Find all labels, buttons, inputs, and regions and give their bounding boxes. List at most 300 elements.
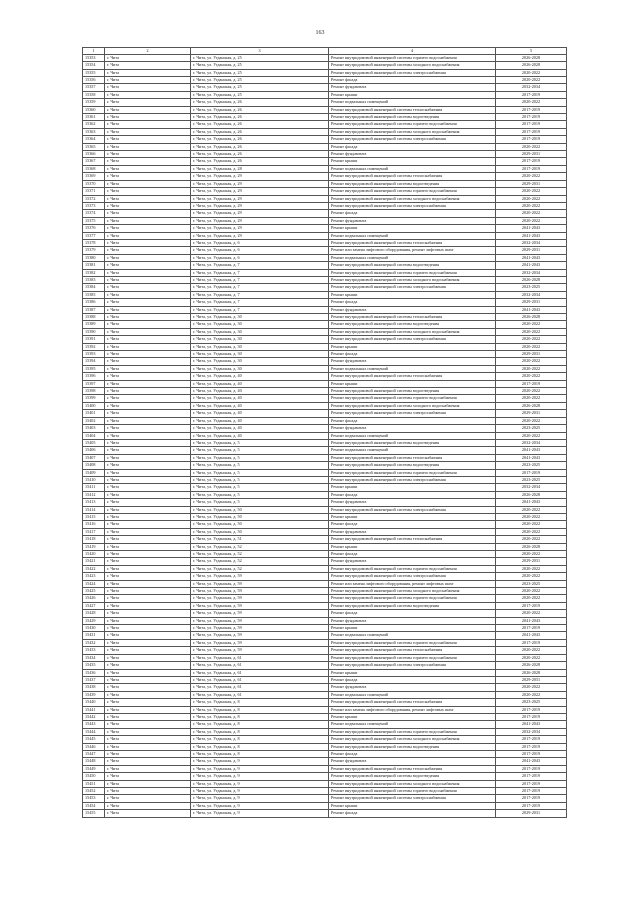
work-type-cell: Ремонт внутридомовой инженерной системы горячего водоснабжения: [329, 269, 496, 276]
period-cell: 2020-2022: [496, 565, 567, 572]
work-type-cell: Ремонт внутридомовой инженерной системы горячего водоснабжения: [329, 54, 496, 61]
address-cell: г. Чита, ул. Угданская, д. 59: [191, 588, 329, 595]
table-row: [83, 232, 567, 239]
row-number-cell: 15379: [83, 247, 105, 254]
row-number-cell: 15448: [83, 758, 105, 765]
work-type-cell: Ремонт внутридомовой инженерной системы электроснабжения: [329, 69, 496, 76]
municipality-cell: г. Чита: [105, 802, 191, 809]
municipality-cell: г. Чита: [105, 336, 191, 343]
header-cell: 4: [329, 48, 496, 55]
work-type-cell: Ремонт внутридомовой инженерной системы холодного водоснабжения: [329, 402, 496, 409]
address-cell: г. Чита, ул. Угданская, д. 25: [191, 84, 329, 91]
row-number-cell: 15378: [83, 239, 105, 246]
municipality-cell: г. Чита: [105, 314, 191, 321]
table-row: [83, 462, 567, 469]
period-cell: 2032-2034: [496, 439, 567, 446]
table-row: [83, 617, 567, 624]
address-cell: г. Чита, ул. Угданская, д. 7: [191, 276, 329, 283]
row-number-cell: 15401: [83, 410, 105, 417]
period-cell: 2020-2022: [496, 217, 567, 224]
period-cell: 2023-2025: [496, 699, 567, 706]
work-type-cell: Ремонт внутридомовой инженерной системы электроснабжения: [329, 476, 496, 483]
address-cell: г. Чита, ул. Угданская, д. 8: [191, 713, 329, 720]
row-number-cell: 15381: [83, 262, 105, 269]
table-row: [83, 765, 567, 772]
work-type-cell: Ремонт крыши: [329, 543, 496, 550]
work-type-cell: Ремонт фасада: [329, 521, 496, 528]
period-cell: 2029-2031: [496, 247, 567, 254]
work-type-cell: Ремонт внутридомовой инженерной системы холодного водоснабжения: [329, 276, 496, 283]
table-row: [83, 558, 567, 565]
work-type-cell: Ремонт внутридомовой инженерной системы холодного водоснабжения: [329, 736, 496, 743]
row-number-cell: 15455: [83, 810, 105, 817]
address-cell: г. Чита, ул. Угданская, д. 40: [191, 425, 329, 432]
table-row: [83, 432, 567, 439]
municipality-cell: г. Чита: [105, 321, 191, 328]
table-row: [83, 358, 567, 365]
row-number-cell: 15391: [83, 336, 105, 343]
period-cell: 2017-2019: [496, 736, 567, 743]
address-cell: г. Чита, ул. Угданская, д. 5: [191, 484, 329, 491]
address-cell: г. Чита, ул. Угданская, д. 61: [191, 654, 329, 661]
municipality-cell: г. Чита: [105, 728, 191, 735]
row-number-cell: 15355: [83, 69, 105, 76]
row-number-cell: 15403: [83, 425, 105, 432]
period-cell: 2026-2028: [496, 662, 567, 669]
period-cell: 2029-2031: [496, 351, 567, 358]
table-row: [83, 588, 567, 595]
table-row: [83, 173, 567, 180]
municipality-cell: г. Чита: [105, 173, 191, 180]
table-row: [83, 469, 567, 476]
period-cell: 2041-2043: [496, 225, 567, 232]
municipality-cell: г. Чита: [105, 188, 191, 195]
row-number-cell: 15357: [83, 84, 105, 91]
municipality-cell: г. Чита: [105, 62, 191, 69]
period-cell: 2020-2022: [496, 432, 567, 439]
address-cell: г. Чита, ул. Угданская, д. 9: [191, 758, 329, 765]
table-row: [83, 573, 567, 580]
table-row: [83, 380, 567, 387]
table-row: [83, 639, 567, 646]
municipality-cell: г. Чита: [105, 758, 191, 765]
work-type-cell: Ремонт фасада: [329, 417, 496, 424]
work-type-cell: Ремонт подвальных помещений: [329, 632, 496, 639]
row-number-cell: 15453: [83, 795, 105, 802]
work-type-cell: Ремонт фундамента: [329, 84, 496, 91]
period-cell: 2029-2031: [496, 180, 567, 187]
table-row: [83, 151, 567, 158]
work-type-cell: Ремонт подвальных помещений: [329, 99, 496, 106]
row-number-cell: 15421: [83, 558, 105, 565]
row-number-cell: 15397: [83, 380, 105, 387]
address-cell: г. Чита, ул. Угданская, д. 52: [191, 565, 329, 572]
row-number-cell: 15432: [83, 639, 105, 646]
work-type-cell: Ремонт фундамента: [329, 558, 496, 565]
municipality-cell: г. Чита: [105, 136, 191, 143]
address-cell: г. Чита, ул. Угданская, д. 26: [191, 151, 329, 158]
row-number-cell: 15402: [83, 417, 105, 424]
address-cell: г. Чита, ул. Угданская, д. 40: [191, 395, 329, 402]
row-number-cell: 15406: [83, 447, 105, 454]
row-number-cell: 15423: [83, 573, 105, 580]
work-type-cell: Ремонт внутридомовой инженерной системы водоотведения: [329, 602, 496, 609]
municipality-cell: г. Чита: [105, 462, 191, 469]
table-row: [83, 669, 567, 676]
table-row: [83, 654, 567, 661]
period-cell: 2020-2022: [496, 521, 567, 528]
work-type-cell: Ремонт фундамента: [329, 151, 496, 158]
period-cell: 2041-2043: [496, 617, 567, 624]
period-cell: 2017-2019: [496, 165, 567, 172]
period-cell: 2020-2022: [496, 69, 567, 76]
work-type-cell: Ремонт фундамента: [329, 528, 496, 535]
period-cell: 2017-2019: [496, 121, 567, 128]
address-cell: г. Чита, ул. Угданская, д. 8: [191, 728, 329, 735]
municipality-cell: г. Чита: [105, 684, 191, 691]
table-row: [83, 269, 567, 276]
period-cell: 2032-2034: [496, 239, 567, 246]
row-number-cell: 15356: [83, 77, 105, 84]
row-number-cell: 15394: [83, 358, 105, 365]
row-number-cell: 15388: [83, 314, 105, 321]
table-row: [83, 528, 567, 535]
table-row: [83, 780, 567, 787]
municipality-cell: г. Чита: [105, 491, 191, 498]
row-number-cell: 15368: [83, 165, 105, 172]
period-cell: 2020-2022: [496, 365, 567, 372]
table-row: [83, 99, 567, 106]
period-cell: 2041-2043: [496, 632, 567, 639]
municipality-cell: г. Чита: [105, 114, 191, 121]
address-cell: г. Чита, ул. Угданская, д. 9: [191, 802, 329, 809]
work-type-cell: Ремонт крыши: [329, 291, 496, 298]
municipality-cell: г. Чита: [105, 262, 191, 269]
address-cell: г. Чита, ул. Угданская, д. 59: [191, 639, 329, 646]
municipality-cell: г. Чита: [105, 151, 191, 158]
municipality-cell: г. Чита: [105, 328, 191, 335]
work-type-cell: Ремонт фасада: [329, 676, 496, 683]
address-cell: г. Чита, ул. Угданская, д. 5: [191, 499, 329, 506]
header-cell: 5: [496, 48, 567, 55]
row-number-cell: 15399: [83, 395, 105, 402]
row-number-cell: 15433: [83, 647, 105, 654]
work-type-cell: Ремонт внутридомовой инженерной системы электроснабжения: [329, 284, 496, 291]
table-row: [83, 499, 567, 506]
address-cell: г. Чита, ул. Угданская, д. 9: [191, 788, 329, 795]
municipality-cell: г. Чита: [105, 639, 191, 646]
row-number-cell: 15400: [83, 402, 105, 409]
address-cell: г. Чита, ул. Угданская, д. 7: [191, 262, 329, 269]
row-number-cell: 15429: [83, 617, 105, 624]
row-number-cell: 15416: [83, 521, 105, 528]
address-cell: г. Чита, ул. Угданская, д. 40: [191, 402, 329, 409]
period-cell: 2023-2025: [496, 425, 567, 432]
row-number-cell: 15422: [83, 565, 105, 572]
municipality-cell: г. Чита: [105, 210, 191, 217]
period-cell: 2020-2022: [496, 417, 567, 424]
address-cell: г. Чита, ул. Угданская, д. 25: [191, 62, 329, 69]
period-cell: 2026-2028: [496, 491, 567, 498]
row-number-cell: 15398: [83, 388, 105, 395]
period-cell: 2020-2022: [496, 195, 567, 202]
period-cell: 2020-2022: [496, 143, 567, 150]
table-row: [83, 247, 567, 254]
municipality-cell: г. Чита: [105, 158, 191, 165]
table-row: [83, 736, 567, 743]
address-cell: г. Чита, ул. Угданская, д. 9: [191, 780, 329, 787]
table-row: [83, 750, 567, 757]
address-cell: г. Чита, ул. Угданская, д. 29: [191, 188, 329, 195]
row-number-cell: 15441: [83, 706, 105, 713]
address-cell: г. Чита, ул. Угданская, д. 59: [191, 602, 329, 609]
table-row: [83, 728, 567, 735]
row-number-cell: 15415: [83, 513, 105, 520]
period-cell: 2020-2022: [496, 654, 567, 661]
work-type-cell: Ремонт внутридомовой инженерной системы теплоснабжения: [329, 699, 496, 706]
municipality-cell: г. Чита: [105, 402, 191, 409]
address-cell: г. Чита, ул. Угданская, д. 40: [191, 380, 329, 387]
municipality-cell: г. Чита: [105, 128, 191, 135]
address-cell: г. Чита, ул. Угданская, д. 8: [191, 750, 329, 757]
municipality-cell: г. Чита: [105, 395, 191, 402]
address-cell: г. Чита, ул. Угданская, д. 26: [191, 128, 329, 135]
row-number-cell: 15431: [83, 632, 105, 639]
municipality-cell: г. Чита: [105, 291, 191, 298]
address-cell: г. Чита, ул. Угданская, д. 52: [191, 543, 329, 550]
table-row: [83, 447, 567, 454]
address-cell: г. Чита, ул. Угданская, д. 40: [191, 388, 329, 395]
row-number-cell: 15449: [83, 765, 105, 772]
table-row: [83, 202, 567, 209]
work-type-cell: Ремонт внутридомовой инженерной системы электроснабжения: [329, 410, 496, 417]
period-cell: 2017-2019: [496, 158, 567, 165]
work-type-cell: Ремонт внутридомовой инженерной системы теплоснабжения: [329, 454, 496, 461]
row-number-cell: 15435: [83, 662, 105, 669]
row-number-cell: 15420: [83, 551, 105, 558]
table-row: [83, 691, 567, 698]
municipality-cell: г. Чита: [105, 543, 191, 550]
table-row: [83, 402, 567, 409]
period-cell: 2020-2022: [496, 388, 567, 395]
municipality-cell: г. Чита: [105, 595, 191, 602]
work-type-cell: Ремонт фасада: [329, 610, 496, 617]
table-row: [83, 351, 567, 358]
row-number-cell: 15426: [83, 595, 105, 602]
address-cell: г. Чита, ул. Угданская, д. 25: [191, 91, 329, 98]
table-row: [83, 284, 567, 291]
period-cell: 2041-2043: [496, 447, 567, 454]
address-cell: г. Чита, ул. Угданская, д. 29: [191, 173, 329, 180]
row-number-cell: 15428: [83, 610, 105, 617]
period-cell: 2041-2043: [496, 232, 567, 239]
address-cell: г. Чита, ул. Угданская, д. 9: [191, 795, 329, 802]
table-row: [83, 551, 567, 558]
table-row: [83, 306, 567, 313]
table-row: [83, 217, 567, 224]
address-cell: г. Чита, ул. Угданская, д. 59: [191, 610, 329, 617]
period-cell: 2023-2025: [496, 476, 567, 483]
work-type-cell: Ремонт внутридомовой инженерной системы электроснабжения: [329, 506, 496, 513]
table-row: [83, 536, 567, 543]
work-type-cell: Ремонт фасада: [329, 351, 496, 358]
row-number-cell: 15369: [83, 173, 105, 180]
row-number-cell: 15395: [83, 365, 105, 372]
period-cell: 2020-2022: [496, 595, 567, 602]
row-number-cell: 15392: [83, 343, 105, 350]
table-row: [83, 484, 567, 491]
table-row: [83, 565, 567, 572]
period-cell: 2017-2019: [496, 639, 567, 646]
work-type-cell: Ремонт подвальных помещений: [329, 365, 496, 372]
table-row: [83, 180, 567, 187]
address-cell: г. Чита, ул. Угданская, д. 5: [191, 491, 329, 498]
address-cell: г. Чита, ул. Угданская, д. 50: [191, 521, 329, 528]
work-type-cell: Ремонт подвальных помещений: [329, 447, 496, 454]
period-cell: 2017-2019: [496, 743, 567, 750]
work-type-cell: Ремонт внутридомовой инженерной системы водоотведения: [329, 114, 496, 121]
municipality-cell: г. Чита: [105, 432, 191, 439]
municipality-cell: г. Чита: [105, 454, 191, 461]
address-cell: г. Чита, ул. Угданская, д. 59: [191, 595, 329, 602]
table-row: [83, 195, 567, 202]
municipality-cell: г. Чита: [105, 788, 191, 795]
row-number-cell: 15382: [83, 269, 105, 276]
municipality-cell: г. Чита: [105, 743, 191, 750]
table-row: [83, 521, 567, 528]
address-cell: г. Чита, ул. Угданская, д. 59: [191, 617, 329, 624]
period-cell: 2023-2025: [496, 580, 567, 587]
period-cell: 2032-2034: [496, 484, 567, 491]
work-type-cell: Ремонт внутридомовой инженерной системы теплоснабжения: [329, 106, 496, 113]
municipality-cell: г. Чита: [105, 506, 191, 513]
table-row: [83, 647, 567, 654]
table-row: [83, 84, 567, 91]
address-cell: г. Чита, ул. Угданская, д. 59: [191, 632, 329, 639]
table-row: [83, 299, 567, 306]
address-cell: г. Чита, ул. Угданская, д. 26: [191, 114, 329, 121]
work-type-cell: Ремонт крыши: [329, 343, 496, 350]
table-row: [83, 543, 567, 550]
period-cell: 2020-2022: [496, 188, 567, 195]
row-number-cell: 15411: [83, 484, 105, 491]
municipality-cell: г. Чита: [105, 676, 191, 683]
address-cell: г. Чита, ул. Угданская, д. 9: [191, 765, 329, 772]
work-type-cell: Ремонт фундамента: [329, 758, 496, 765]
period-cell: 2032-2034: [496, 269, 567, 276]
header-cell: 1: [83, 48, 105, 55]
table-row: [83, 343, 567, 350]
period-cell: 2041-2043: [496, 721, 567, 728]
row-number-cell: 15362: [83, 121, 105, 128]
table-row: [83, 336, 567, 343]
table-row: [83, 476, 567, 483]
period-cell: 2017-2019: [496, 114, 567, 121]
address-cell: г. Чита, ул. Угданская, д. 25: [191, 69, 329, 76]
table-row: [83, 602, 567, 609]
row-number-cell: 15353: [83, 54, 105, 61]
table-row: [83, 699, 567, 706]
period-cell: 2017-2019: [496, 106, 567, 113]
address-cell: г. Чита, ул. Угданская, д. 61: [191, 676, 329, 683]
work-type-cell: Ремонт внутридомовой инженерной системы электроснабжения: [329, 336, 496, 343]
work-type-cell: Ремонт фасада: [329, 77, 496, 84]
period-cell: 2020-2022: [496, 173, 567, 180]
work-type-cell: Ремонт фасада: [329, 210, 496, 217]
row-number-cell: 15380: [83, 254, 105, 261]
work-type-cell: Ремонт внутридомовой инженерной системы теплоснабжения: [329, 647, 496, 654]
municipality-cell: г. Чита: [105, 558, 191, 565]
work-type-cell: Ремонт внутридомовой инженерной системы горячего водоснабжения: [329, 395, 496, 402]
period-cell: 2026-2028: [496, 314, 567, 321]
address-cell: г. Чита, ул. Угданская, д. 5: [191, 476, 329, 483]
table-row: [83, 54, 567, 61]
municipality-cell: г. Чита: [105, 469, 191, 476]
row-number-cell: 15408: [83, 462, 105, 469]
period-cell: 2020-2022: [496, 321, 567, 328]
municipality-cell: г. Чита: [105, 165, 191, 172]
municipality-cell: г. Чита: [105, 388, 191, 395]
row-number-cell: 15447: [83, 750, 105, 757]
table-row: [83, 77, 567, 84]
row-number-cell: 15361: [83, 114, 105, 121]
period-cell: 2026-2028: [496, 54, 567, 61]
period-cell: 2020-2022: [496, 395, 567, 402]
address-cell: г. Чита, ул. Угданская, д. 5: [191, 469, 329, 476]
row-number-cell: 15385: [83, 291, 105, 298]
row-number-cell: 15452: [83, 788, 105, 795]
table-row: [83, 321, 567, 328]
work-type-cell: Ремонт внутридомовой инженерной системы горячего водоснабжения: [329, 639, 496, 646]
table-row: [83, 91, 567, 98]
period-cell: 2041-2043: [496, 499, 567, 506]
period-cell: 2020-2022: [496, 210, 567, 217]
address-cell: г. Чита, ул. Угданская, д. 50: [191, 528, 329, 535]
municipality-cell: г. Чита: [105, 565, 191, 572]
period-cell: 2041-2043: [496, 306, 567, 313]
work-type-cell: Ремонт внутридомовой инженерной системы холодного водоснабжения: [329, 195, 496, 202]
municipality-cell: г. Чита: [105, 417, 191, 424]
row-number-cell: 15417: [83, 528, 105, 535]
row-number-cell: 15445: [83, 736, 105, 743]
municipality-cell: г. Чита: [105, 306, 191, 313]
table-row: [83, 276, 567, 283]
period-cell: 2020-2022: [496, 358, 567, 365]
row-number-cell: 15437: [83, 676, 105, 683]
table-row: [83, 758, 567, 765]
table-row: [83, 580, 567, 587]
header-cell: 2: [105, 48, 191, 55]
period-cell: 2017-2019: [496, 136, 567, 143]
address-cell: г. Чита, ул. Угданская, д. 9: [191, 773, 329, 780]
table-row: [83, 388, 567, 395]
address-cell: г. Чита, ул. Угданская, д. 6: [191, 254, 329, 261]
period-cell: 2026-2028: [496, 62, 567, 69]
row-number-cell: 15413: [83, 499, 105, 506]
period-cell: 2017-2019: [496, 469, 567, 476]
municipality-cell: г. Чита: [105, 373, 191, 380]
municipality-cell: г. Чита: [105, 299, 191, 306]
municipality-cell: г. Чита: [105, 669, 191, 676]
row-number-cell: 15366: [83, 151, 105, 158]
work-type-cell: Ремонт внутридомовой инженерной системы водоотведения: [329, 321, 496, 328]
row-number-cell: 15367: [83, 158, 105, 165]
municipality-cell: г. Чита: [105, 217, 191, 224]
table-row: [83, 291, 567, 298]
row-number-cell: 15446: [83, 743, 105, 750]
municipality-cell: г. Чита: [105, 699, 191, 706]
address-cell: г. Чита, ул. Угданская, д. 7: [191, 291, 329, 298]
